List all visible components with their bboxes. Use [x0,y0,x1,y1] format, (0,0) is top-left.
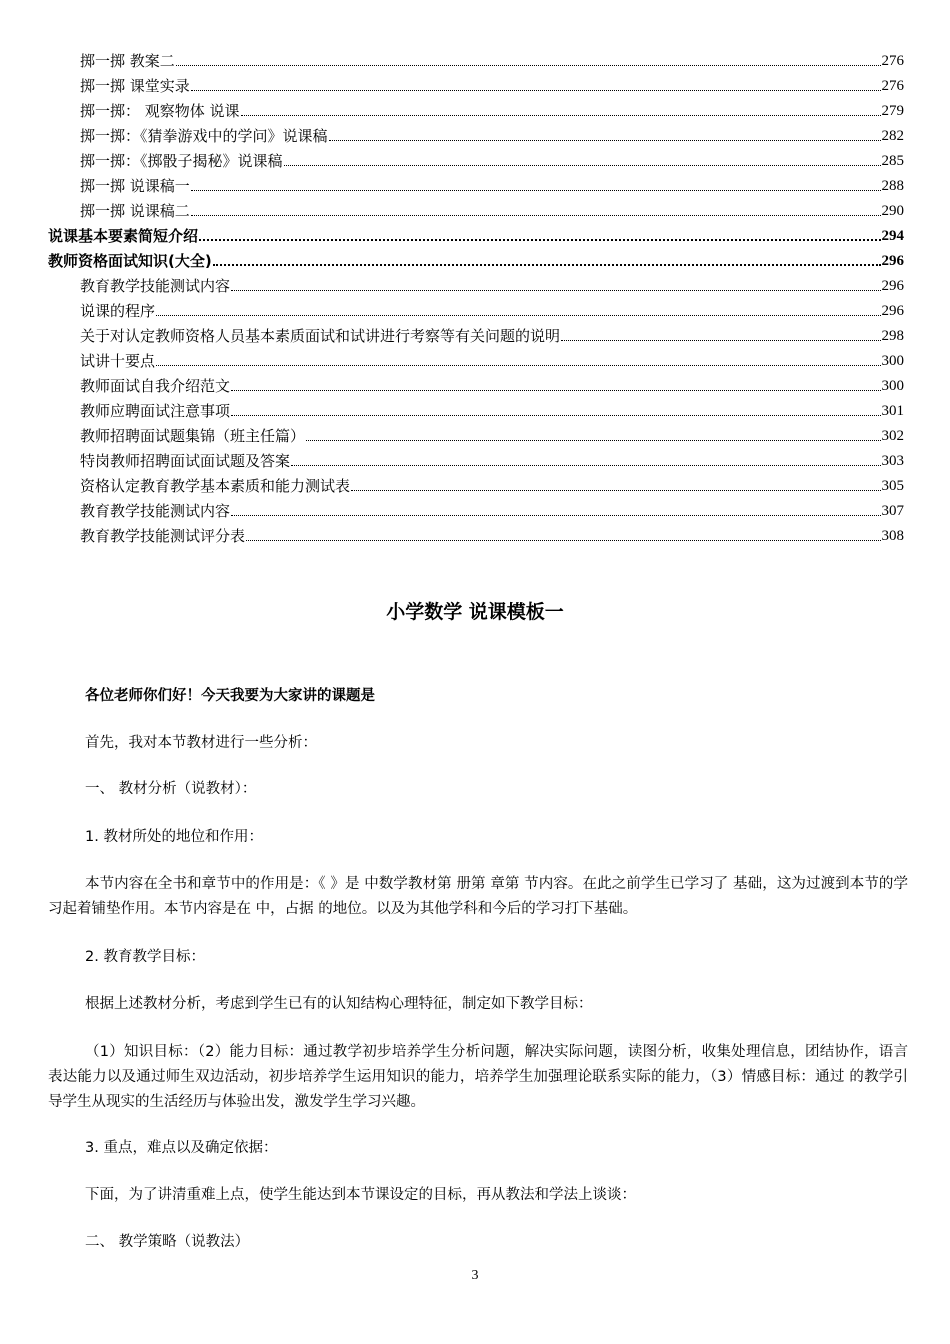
toc-entry[interactable] [80,498,904,520]
toc-entry-title: 掷一掷：《掷骰子揭秘》说课稿 [80,152,283,170]
toc-entry-title: 教师面试自我介绍范文 [80,377,231,395]
toc-entry-page: 279 [881,103,904,119]
toc-entry-title: 资格认定教育教学基本素质和能力测试表 [80,477,351,495]
toc-dot-leader [191,89,881,91]
toc-dot-leader [241,114,881,116]
toc-entry[interactable] [80,173,904,195]
toc-entry-page: 288 [881,178,904,194]
toc-entry[interactable] [80,123,904,145]
toc-entry[interactable] [80,148,904,170]
toc-entry-page: 290 [881,203,904,219]
toc-entry-page: 301 [881,403,904,419]
toc-entry[interactable] [80,473,904,495]
toc-entry-title: 教师招聘面试题集锦（班主任篇） [80,427,306,445]
toc-entry[interactable] [80,298,904,320]
toc-entry-title: 教师应聘面试注意事项 [80,402,231,420]
toc-dot-leader [156,364,880,366]
toc-entry[interactable] [80,73,904,95]
paragraph-1: 本节内容在全书和章节中的作用是：《 》是 中数学教材第 册第 章第 节内容。在此之前学生已学习了 基础，这为过渡到本节的学习起着铺垫作用。本节内容是在 中，占据 的地位。以及为其他学科和今后的学习打下基础。 [48,876,908,917]
toc-entry[interactable] [80,373,904,395]
toc-entry[interactable] [80,48,904,70]
toc-dot-leader [231,289,880,291]
toc-entry[interactable] [80,448,904,470]
toc-entry-title: 掷一掷：《猜拳游戏中的学问》说课稿 [80,127,328,145]
toc-dot-leader [306,439,880,441]
toc-dot-leader [329,139,881,141]
toc-dot-leader [213,263,881,266]
toc-entry-title: 教育教学技能测试内容 [80,502,231,520]
toc-dot-leader [231,414,880,416]
page-number: 3 [471,1268,479,1283]
toc-entry[interactable] [48,248,904,270]
toc-entry-page: 282 [881,128,904,144]
section-heading-2: 二、 教学策略（说教法） [85,1234,250,1250]
toc-entry-title: 掷一掷 教案二 [80,52,175,70]
toc-dot-leader [231,514,880,516]
toc-entry[interactable] [80,423,904,445]
toc-dot-leader [176,64,881,66]
toc-entry-title: 掷一掷： 观察物体 说课 [80,102,240,120]
toc-entry-page: 305 [881,478,904,494]
toc-entry-title: 说课的程序 [80,302,156,320]
toc-entry[interactable] [80,348,904,370]
toc-entry-title: 试讲十要点 [80,352,156,370]
toc-dot-leader [351,489,880,491]
toc-entry-page: 285 [881,153,904,169]
toc-entry-title: 关于对认定教师资格人员基本素质面试和试讲进行考察等有关问题的说明 [80,327,561,345]
section-heading-1: 一、 教材分析（说教材）： [85,781,257,797]
toc-dot-leader [231,389,880,391]
toc-dot-leader [156,314,880,316]
subheading-1: 1. 教材所处的地位和作用： [85,829,263,845]
paragraph-4: 下面，为了讲清重难上点，使学生能达到本节课设定的目标，再从教法和学法上谈谈： [85,1187,636,1203]
intro-paragraph: 首先，我对本节教材进行一些分析： [85,735,317,751]
toc-entry-page: 298 [881,328,904,344]
toc-dot-leader [291,464,880,466]
toc-entry-title: 教育教学技能测试内容 [80,277,231,295]
toc-dot-leader [191,189,881,191]
toc-entry-page: 300 [881,378,904,394]
toc-dot-leader [246,539,880,541]
toc-entry-page: 276 [881,78,904,94]
toc-entry[interactable] [80,273,904,295]
toc-dot-leader [284,164,881,166]
toc-entry-page: 296 [881,303,904,319]
subheading-3: 3. 重点，难点以及确定依据： [85,1140,278,1156]
toc-entry-page: 294 [881,228,904,244]
toc-entry[interactable] [80,523,904,545]
toc-entry[interactable] [80,98,904,120]
toc-entry-title: 掷一掷 说课稿一 [80,177,190,195]
toc-entry[interactable] [48,223,904,245]
toc-entry-title: 掷一掷 课堂实录 [80,77,190,95]
greeting-paragraph: 各位老师你们好！今天我要为大家讲的课题是 [85,688,375,704]
toc-entry[interactable] [80,323,904,345]
subheading-2: 2. 教育教学目标： [85,949,205,965]
toc-entry-page: 300 [881,353,904,369]
toc-entry-page: 308 [881,528,904,544]
toc-entry-page: 296 [881,253,904,269]
toc-entry-title: 说课基本要素简短介绍 [48,227,199,245]
toc-entry-title: 掷一掷 说课稿二 [80,202,190,220]
toc-entry-page: 303 [881,453,904,469]
toc-entry-page: 276 [881,53,904,69]
page-title: 小学数学 说课模板一 [386,601,564,623]
toc-entry-title: 教师资格面试知识(大全) [48,252,212,270]
toc-entry-title: 特岗教师招聘面试面试题及答案 [80,452,291,470]
toc-entry-page: 307 [881,503,904,519]
paragraph-2: 根据上述教材分析，考虑到学生已有的认知结构心理特征，制定如下教学目标： [85,996,593,1012]
toc-entry-page: 302 [881,428,904,444]
toc-entry-page: 296 [881,278,904,294]
toc-dot-leader [191,214,881,216]
toc-dot-leader [561,339,880,341]
toc-entry-title: 教育教学技能测试评分表 [80,527,246,545]
toc-dot-leader [199,238,880,241]
paragraph-3: （1）知识目标：（2）能力目标：通过教学初步培养学生分析问题，解决实际问题，读图分析，收集处理信息，团结协作，语言表达能力以及通过师生双边活动，初步培养学生运用知识的能力，培养学生加强理论联系实际的能力，（3）情感目标：通过 的教学引导学生从现实的生活经历与体验出发，激发学生学习兴趣。 [48,1044,908,1110]
toc-entry[interactable] [80,198,904,220]
toc-entry[interactable] [80,398,904,420]
